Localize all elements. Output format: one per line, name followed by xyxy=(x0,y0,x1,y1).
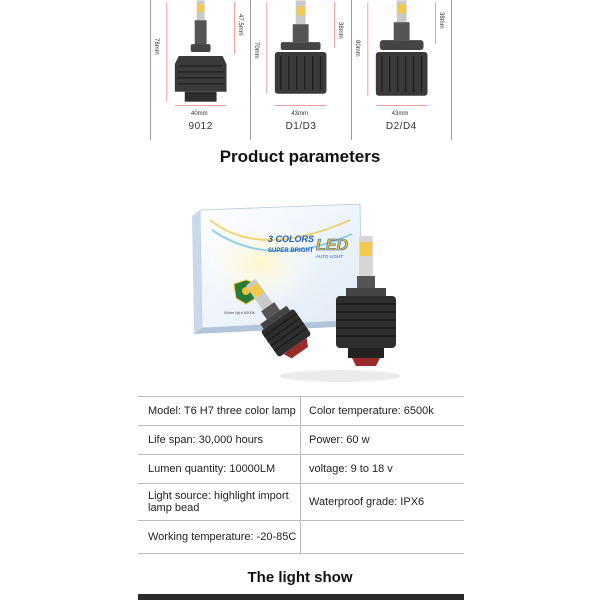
model-label: D2/D4 xyxy=(385,121,417,132)
length-label: 38mm xyxy=(337,22,344,39)
box-text-brand: LED xyxy=(316,237,348,254)
width-label: 43mm xyxy=(291,111,308,117)
bulb-d1-d3-drawing xyxy=(251,0,350,110)
spec-power: Power: 60 w xyxy=(301,426,465,455)
spec-waterproof: Waterproof grade: IPX6 xyxy=(301,484,465,521)
section-heading-light-show: The light show xyxy=(247,569,353,586)
height-label: 70mm xyxy=(253,42,260,59)
table-row xyxy=(138,521,464,554)
spec-model: Model: T6 H7 three color lamp xyxy=(138,397,301,426)
bulb-9012-drawing xyxy=(151,0,250,110)
section-heading-parameters: Product parameters xyxy=(219,147,381,166)
width-label: 43mm xyxy=(391,111,409,117)
dimension-cell-d1-d3 xyxy=(251,0,351,140)
height-label: 78mm xyxy=(153,38,159,55)
light-show-image-top xyxy=(138,594,464,600)
spec-voltage: voltage: 9 to 18 v xyxy=(301,455,465,484)
model-label: 9012 xyxy=(188,121,213,132)
length-label: 38mm xyxy=(437,12,444,29)
width-label: 40mm xyxy=(191,111,208,117)
table-row xyxy=(138,426,464,455)
bulb-d2-d4-drawing xyxy=(352,0,451,110)
spec-empty-cell xyxy=(301,521,465,554)
dimension-cell-d2-d4 xyxy=(352,0,452,140)
spec-table xyxy=(138,396,464,554)
spec-life-span: Life span: 30,000 hours xyxy=(138,426,301,455)
model-label: D1/D3 xyxy=(285,121,317,132)
bulb-dimension-strip xyxy=(150,0,452,140)
box-text-white: White light 6000K xyxy=(224,310,256,315)
height-label: 80mm xyxy=(353,40,360,57)
box-text-superbright: SUPER BRIGHT xyxy=(268,248,314,254)
table-row xyxy=(138,455,464,484)
dimension-cell-9012 xyxy=(150,0,251,140)
spec-lumen: Lumen quantity: 10000LM xyxy=(138,455,301,484)
spec-color-temperature: Color temperature: 6500k xyxy=(301,397,465,426)
product-image xyxy=(190,200,410,390)
box-text-sub: AUTO LIGHT xyxy=(316,254,343,259)
spec-working-temperature: Working temperature: -20-85C xyxy=(138,521,301,554)
box-text-colors: 3 COLORS xyxy=(268,234,315,244)
spec-light-source: Light source: highlight import lamp bead xyxy=(138,484,301,521)
table-row xyxy=(138,397,464,426)
table-row xyxy=(138,484,464,521)
length-label: 47.5mm xyxy=(237,14,243,36)
